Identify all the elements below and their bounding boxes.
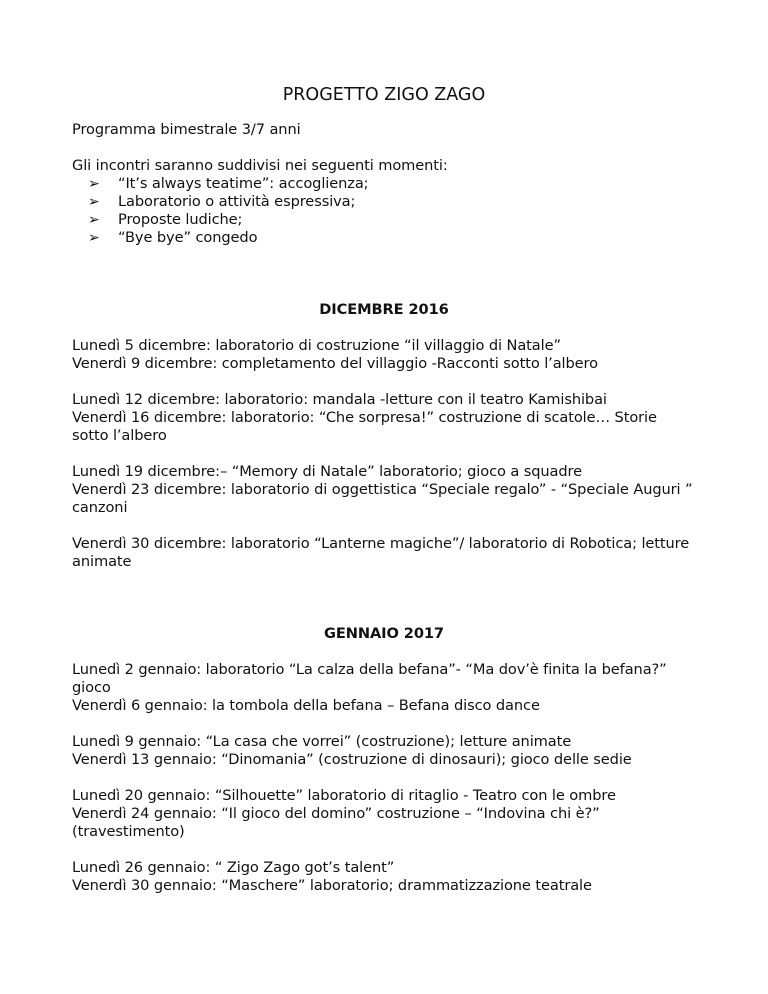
list-item bbox=[88, 193, 696, 211]
schedule-line: Lunedì 5 dicembre: laboratorio di costruzione “il villaggio di Natale” bbox=[72, 337, 561, 354]
schedule-line: Venerdì 30 gennaio: “Maschere” laboratorio; drammatizzazione teatrale bbox=[72, 877, 592, 894]
schedule-group bbox=[72, 787, 696, 841]
schedule-group bbox=[72, 859, 696, 895]
schedule-line: Venerdì 23 dicembre: laboratorio di oggettistica “Speciale regalo” - “Speciale Auguri ” canzoni bbox=[72, 481, 693, 516]
schedule-group bbox=[72, 337, 696, 373]
schedule-line: Venerdì 13 gennaio: “Dinomania” (costruzione di dinosauri); gioco delle sedie bbox=[72, 751, 632, 768]
schedule-group bbox=[72, 733, 696, 769]
schedule-line: Lunedì 26 gennaio: “ Zigo Zago got’s talent” bbox=[72, 859, 395, 876]
document-page bbox=[72, 84, 696, 913]
schedule-group bbox=[72, 463, 696, 517]
list-item bbox=[88, 211, 696, 229]
schedule-line: Lunedì 20 gennaio: “Silhouette” laboratorio di ritaglio - Teatro con le ombre bbox=[72, 787, 616, 804]
arrow-bullet-icon: ➢ bbox=[88, 212, 100, 228]
schedule-group bbox=[72, 391, 696, 445]
arrow-bullet-icon: ➢ bbox=[88, 230, 100, 246]
list-item-text: Proposte ludiche; bbox=[118, 211, 243, 228]
intro-text: Gli incontri saranno suddivisi nei seguenti momenti: bbox=[72, 157, 448, 174]
schedule-line: Lunedì 2 gennaio: laboratorio “La calza della befana”- “Ma dov’è finita la befana?” gioco bbox=[72, 661, 667, 696]
list-item-text: Laboratorio o attività espressiva; bbox=[118, 193, 356, 210]
schedule-group bbox=[72, 535, 696, 571]
schedule-line: Venerdì 30 dicembre: laboratorio “Lanterne magiche”/ laboratorio di Robotica; letture animate bbox=[72, 535, 690, 570]
list-item bbox=[88, 229, 696, 247]
arrow-bullet-icon: ➢ bbox=[88, 176, 100, 192]
schedule-line: Lunedì 12 dicembre: laboratorio: mandala -letture con il teatro Kamishibai bbox=[72, 391, 607, 408]
program-subtitle: Programma bimestrale 3/7 anni bbox=[72, 121, 301, 138]
schedule-line: Venerdì 24 gennaio: “Il gioco del domino” costruzione – “Indovina chi è?” (travestimento) bbox=[72, 805, 600, 840]
moments-list bbox=[72, 175, 696, 247]
list-item bbox=[88, 175, 696, 193]
schedule-line: Lunedì 9 gennaio: “La casa che vorrei” (costruzione); letture animate bbox=[72, 733, 572, 750]
schedule-line: Lunedì 19 dicembre:– “Memory di Natale” laboratorio; gioco a squadre bbox=[72, 463, 583, 480]
list-item-text: “It’s always teatime”: accoglienza; bbox=[118, 175, 369, 192]
list-item-text: “Bye bye” congedo bbox=[118, 229, 258, 246]
schedule-line: Venerdì 9 dicembre: completamento del villaggio -Racconti sotto l’albero bbox=[72, 355, 598, 372]
schedule-line: Venerdì 6 gennaio: la tombola della befana – Befana disco dance bbox=[72, 697, 540, 714]
schedule-group bbox=[72, 661, 696, 715]
schedule-line: Venerdì 16 dicembre: laboratorio: “Che sorpresa!” costruzione di scatole… Storie sotto l’albero bbox=[72, 409, 657, 444]
december-heading: DICEMBRE 2016 bbox=[319, 301, 449, 318]
arrow-bullet-icon: ➢ bbox=[88, 194, 100, 210]
page-title: PROGETTO ZIGO ZAGO bbox=[282, 85, 486, 105]
january-heading: GENNAIO 2017 bbox=[323, 625, 444, 642]
